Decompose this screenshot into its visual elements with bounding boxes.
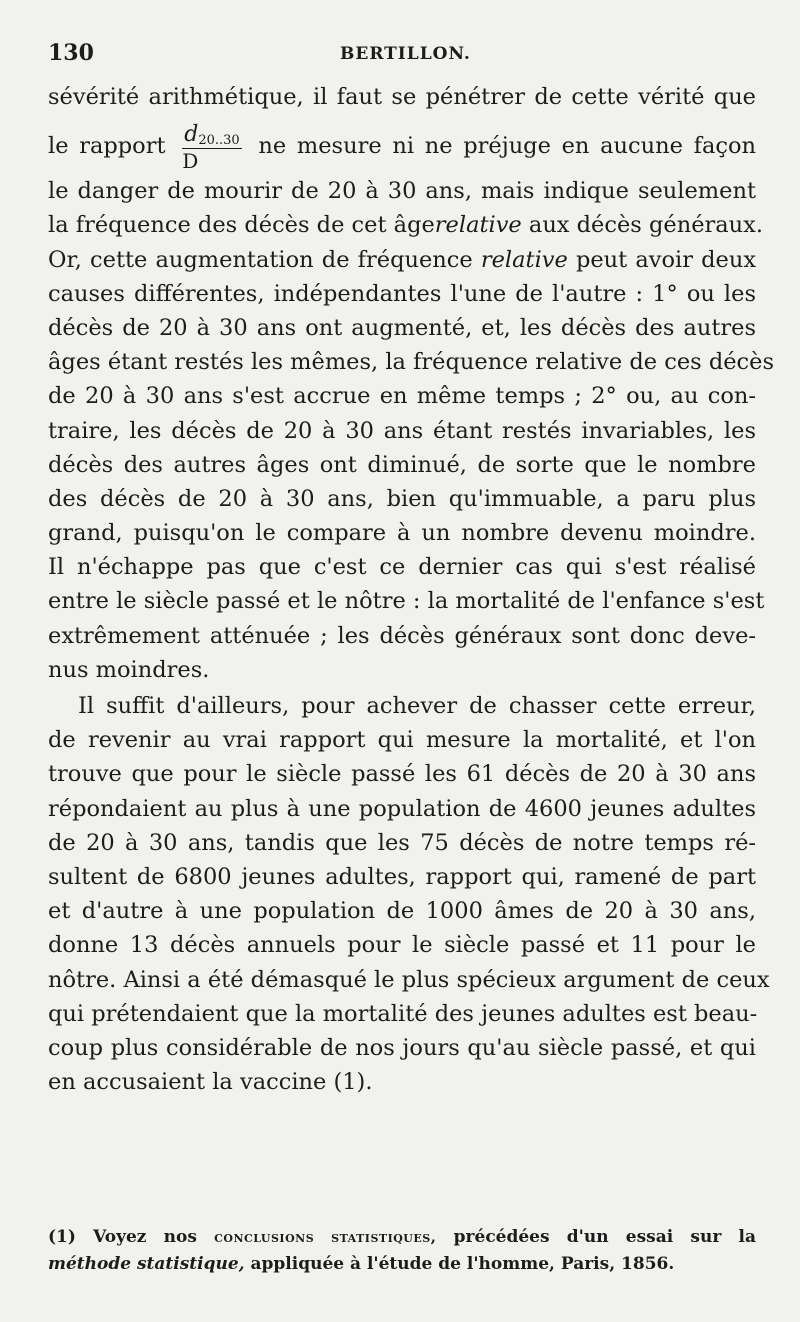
body-text <box>48 80 775 1099</box>
text-line: la fréquence des décès de cet âgerelative aux décès généraux. <box>48 212 764 239</box>
text-line: Il suffit d'ailleurs, pour achever de chasser cette erreur, <box>78 693 756 719</box>
text-line: Il n'échappe pas que c'est ce dernier cas qui s'est réalisé <box>48 554 756 581</box>
text-line-fraction <box>48 121 756 173</box>
text-line: trouve que pour le siècle passé les 61 décès de 20 à 30 ans <box>48 761 756 788</box>
italic-word: relative <box>434 212 522 239</box>
fraction-denominator: D <box>182 148 199 173</box>
text-line: âges étant restés les mêmes, la fréquence relative de ces décès <box>48 349 775 376</box>
text-line: décès des autres âges ont diminué, de sorte que le nombre <box>48 451 756 478</box>
text-line: des décès de 20 à 30 ans, bien qu'immuable, a paru plus <box>48 485 756 512</box>
fraction-numerator: $d_{20..30}$ <box>184 121 240 148</box>
italic-title: méthode statistique, <box>48 1254 245 1274</box>
text-line: de 20 à 30 ans s'est accrue en même temps ; 2° ou, au con- <box>48 383 756 410</box>
italic-word: relative <box>480 246 568 273</box>
text-line: répondaient au plus à une population de 4600 jeunes adultes <box>48 795 756 822</box>
smallcaps-title: conclusions statistiques, <box>214 1228 437 1246</box>
text-line: grand, puisqu'on le compare à un nombre devenu moindre. <box>48 520 756 547</box>
text-line: extrêmement atténuée ; les décès généraux sont donc deve- <box>48 622 756 649</box>
page-header <box>48 40 758 70</box>
text-line: nus moindres. <box>48 656 210 683</box>
fraction-subscript: 20..30 <box>198 132 240 148</box>
running-head: BERTILLON. <box>340 44 471 64</box>
text-line: entre le siècle passé et le nôtre : la mortalité de l'enfance s'est <box>48 588 765 615</box>
text-line: nôtre. Ainsi a été démasqué le plus spécieux argument de ceux <box>48 966 770 993</box>
page-number: 130 <box>48 40 94 66</box>
text-fragment: le rapport <box>48 133 166 160</box>
text-line: de 20 à 30 ans, tandis que les 75 décès de notre temps ré- <box>48 829 756 856</box>
text-line: en accusaient la vaccine (1). <box>48 1069 373 1096</box>
text-line: le danger de mourir de 20 à 30 ans, mais indique seulement <box>48 178 756 205</box>
footnote <box>48 1224 756 1278</box>
text-line: décès de 20 à 30 ans ont augmenté, et, les décès des autres <box>48 314 756 341</box>
text-line: causes différentes, indépendantes l'une de l'autre : 1° ou les <box>48 280 756 307</box>
text-line: qui prétendaient que la mortalité des jeunes adultes est beau- <box>48 1000 758 1027</box>
footnote-line: méthode statistique, appliquée à l'étude de l'homme, Paris, 1856. <box>48 1254 675 1274</box>
text-line: et d'autre à une population de 1000 âmes de 20 à 30 ans, <box>48 898 756 925</box>
text-line: Or, cette augmentation de fréquence relative peut avoir deux <box>48 246 757 273</box>
footnote-line: (1) Voyez nos conclusions statistiques, précédées d'un essai sur la <box>48 1227 756 1247</box>
text-line: coup plus considérable de nos jours qu'au siècle passé, et qui <box>48 1034 756 1061</box>
text-line: sultent de 6800 jeunes adultes, rapport qui, ramené de part <box>48 863 756 890</box>
text-line: donne 13 décès annuels pour le siècle passé et 11 pour le <box>48 932 756 959</box>
text-fragment: ne mesure ni ne préjuge en aucune façon <box>258 133 756 160</box>
fraction <box>182 121 241 173</box>
text-line: sévérité arithmétique, il faut se pénétrer de cette vérité que <box>48 84 756 110</box>
text-line: traire, les décès de 20 à 30 ans étant restés invariables, les <box>48 417 756 444</box>
text-line: de revenir au vrai rapport qui mesure la mortalité, et l'on <box>48 727 756 754</box>
